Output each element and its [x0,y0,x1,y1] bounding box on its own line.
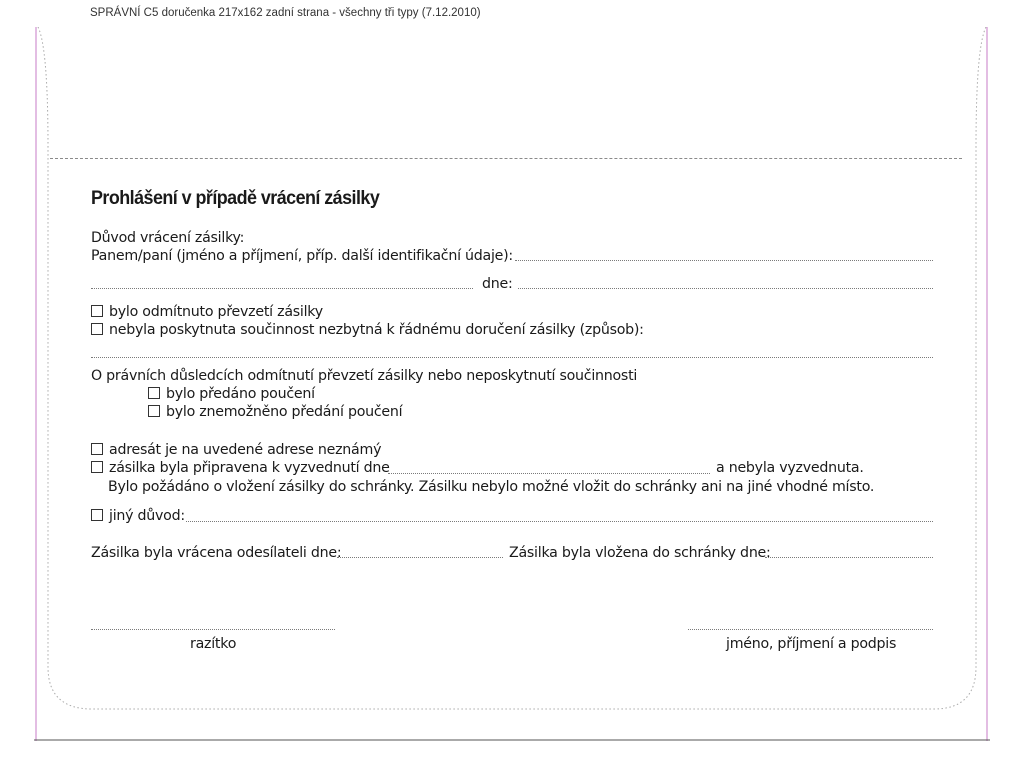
date-label: dne: [482,276,513,292]
other-reason-label: jiný důvod: [109,508,185,524]
cooperation-method-field[interactable] [91,357,933,358]
prepared-label: zásilka byla připravena k vyzvednutí dne [109,460,390,476]
option-instruction-prevented [148,404,402,420]
fold-line [50,158,962,159]
option-other-reason [91,508,185,524]
envelope-outline [34,27,990,741]
stamp-field[interactable] [91,629,335,630]
consequences-text: O právních důsledcích odmítnutí převzetí zásilky nebo neposkytnutí součinnosti [91,368,638,384]
person-field-continued[interactable] [91,288,473,289]
instruction-given-label: bylo předáno poučení [166,386,315,402]
no-cooperation-checkbox[interactable] [91,323,103,335]
mailbox-date-field[interactable] [765,557,933,558]
prepared-checkbox[interactable] [91,461,103,473]
person-field[interactable] [515,260,933,261]
signature-label: jméno, příjmení a podpis [726,636,897,652]
option-addressee-unknown [91,442,381,458]
mailbox-note: Bylo požádáno o vložení zásilky do schránky. Zásilku nebylo možné vložit do schránky ani na jiné vhodné místo. [108,479,875,495]
addressee-unknown-label: adresát je na uvedené adrese neznámý [109,442,382,458]
instruction-prevented-checkbox[interactable] [148,405,160,417]
document-header-note: SPRÁVNÍ C5 doručenka 217x162 zadní strana - všechny tři typy (7.12.2010) [90,7,481,19]
form-title: Prohlášení v případě vrácení zásilky [91,187,380,209]
returned-date-field[interactable] [337,557,503,558]
option-prepared [91,460,390,476]
other-reason-checkbox[interactable] [91,509,103,521]
person-label: Panem/paní (jméno a příjmení, příp. další identifikační údaje): [91,248,513,264]
not-collected-label: a nebyla vyzvednuta. [716,460,864,476]
other-reason-field[interactable] [186,521,933,522]
date-field[interactable] [518,288,933,289]
stamp-label: razítko [190,636,237,652]
option-no-cooperation [91,322,644,338]
option-instruction-given [148,386,315,402]
no-cooperation-label: nebyla poskytnuta součinnost nezbytná k řádnému doručení zásilky (způsob): [109,322,644,338]
signature-field[interactable] [688,629,933,630]
instruction-prevented-label: bylo znemožněno předání poučení [166,404,403,420]
addressee-unknown-checkbox[interactable] [91,443,103,455]
instruction-given-checkbox[interactable] [148,387,160,399]
option-refused [91,304,323,320]
prepared-date-field[interactable] [388,473,710,474]
refused-label: bylo odmítnuto převzetí zásilky [109,304,323,320]
reason-heading: Důvod vrácení zásilky: [91,230,245,246]
mailbox-date-label: Zásilka byla vložena do schránky dne: [509,545,771,561]
refused-checkbox[interactable] [91,305,103,317]
returned-label: Zásilka byla vrácena odesílateli dne: [91,545,342,561]
